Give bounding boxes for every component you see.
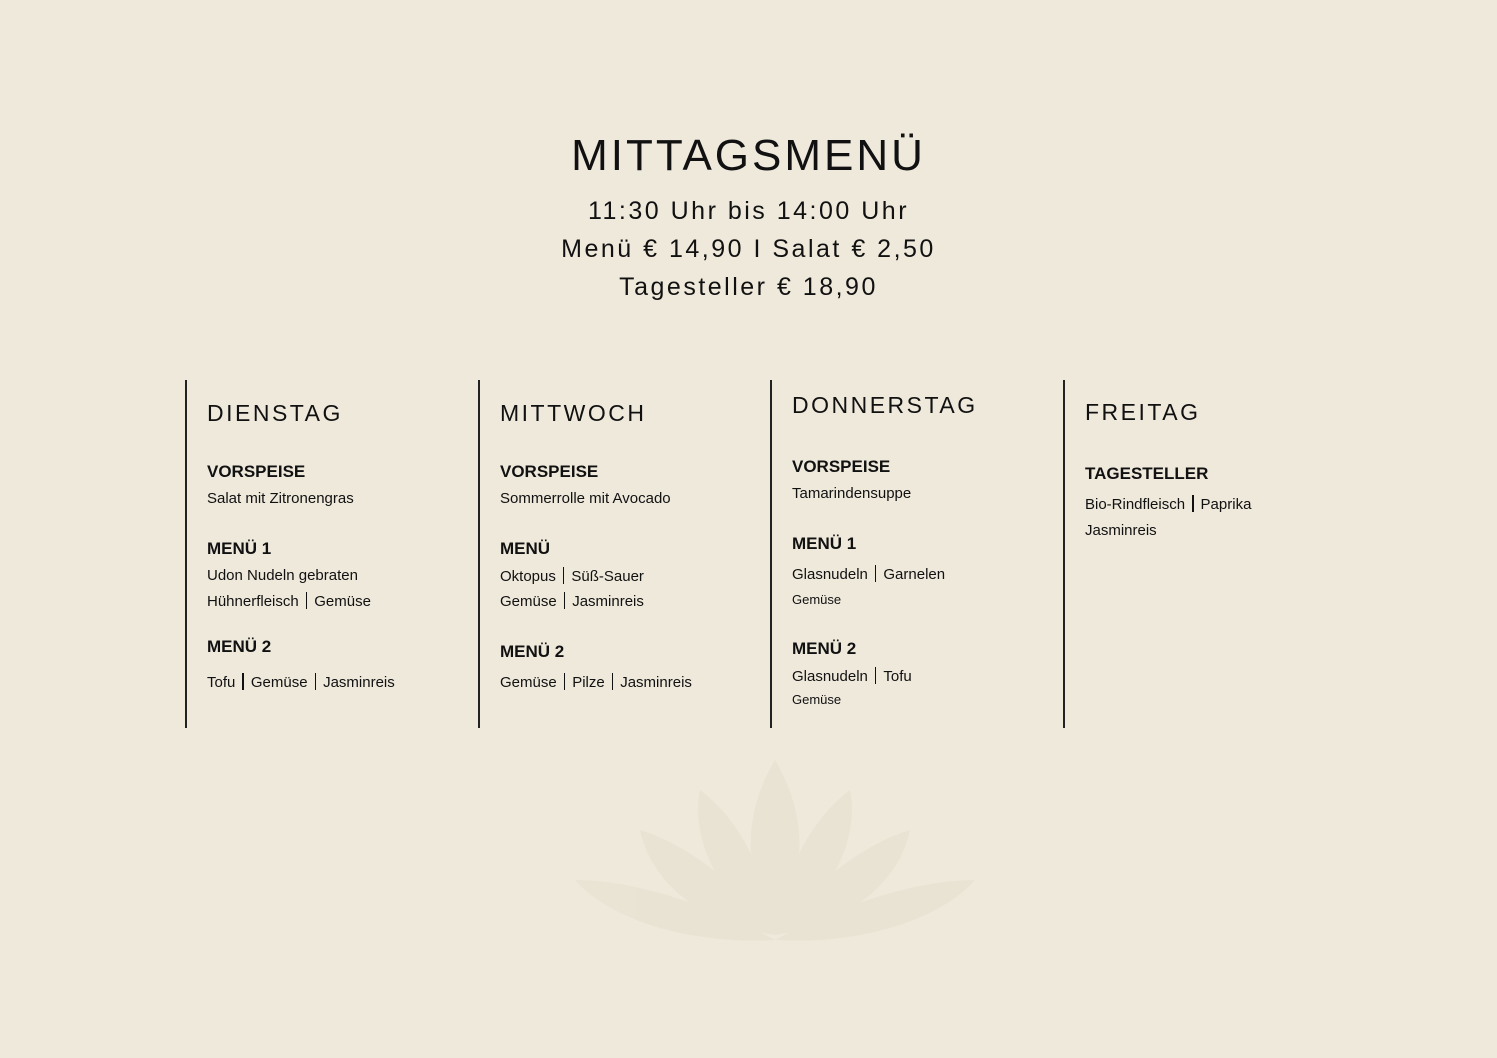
- section-title: VORSPEISE: [500, 462, 599, 481]
- separator: [242, 673, 244, 690]
- weekday-columns: [0, 380, 1497, 728]
- day-title: MITTWOCH: [500, 400, 647, 426]
- separator: [306, 592, 308, 609]
- section-title: MENÜ 2: [792, 639, 857, 658]
- dish-line: [1085, 495, 1251, 513]
- section-title: MENÜ 1: [207, 539, 272, 558]
- tagesteller-price-line: Tagesteller € 18,90: [619, 273, 878, 301]
- separator: [564, 673, 566, 690]
- day-column-mittwoch: [478, 380, 768, 728]
- dish-item: Paprika: [1200, 496, 1252, 513]
- dish-line: Udon Nudeln gebraten: [207, 567, 358, 584]
- dish-item: Gemüse: [250, 674, 308, 691]
- section-title: VORSPEISE: [792, 457, 891, 476]
- day-title: DIENSTAG: [207, 400, 343, 426]
- price-line: Menü € 14,90 I Salat € 2,50: [561, 235, 936, 263]
- dish-line: Gemüse: [792, 692, 842, 707]
- day-column-freitag: [1063, 380, 1323, 728]
- page-title: MITTAGSMENÜ: [571, 131, 926, 180]
- dish-line: Tamarindensuppe: [792, 485, 912, 502]
- day-title: FREITAG: [1085, 399, 1201, 425]
- dish-item: Gemüse: [500, 593, 557, 610]
- dish-line: [792, 565, 945, 583]
- dish-item: Gemüse: [314, 593, 371, 610]
- menu-header: [0, 128, 1497, 306]
- section-title: MENÜ 2: [207, 637, 272, 656]
- dish-item: Glasnudeln: [792, 566, 868, 583]
- dish-item: Glasnudeln: [792, 668, 868, 685]
- dish-line: [207, 673, 395, 691]
- dish-item: Gemüse: [500, 674, 557, 691]
- separator: [612, 673, 614, 690]
- day-column-donnerstag: [770, 380, 1062, 728]
- dish-line: [792, 667, 912, 685]
- section-title: TAGESTELLER: [1085, 464, 1209, 483]
- dish-item: Tofu: [207, 674, 236, 691]
- opening-hours: 11:30 Uhr bis 14:00 Uhr: [587, 197, 910, 225]
- separator: [315, 673, 317, 690]
- day-title: DONNERSTAG: [792, 392, 978, 418]
- dish-line: Jasminreis: [1085, 522, 1157, 539]
- separator: [563, 567, 565, 584]
- dish-line: Gemüse: [792, 592, 842, 607]
- dish-item: Jasminreis: [572, 593, 644, 610]
- dish-line: [500, 673, 692, 691]
- section-title: VORSPEISE: [207, 462, 306, 481]
- dish-line: Sommerrolle mit Avocado: [500, 490, 671, 507]
- dish-item: Jasminreis: [323, 674, 395, 691]
- lotus-icon: [570, 750, 980, 950]
- section-title: MENÜ 1: [792, 534, 857, 553]
- dish-line: [500, 567, 644, 585]
- section-title: MENÜ: [500, 539, 551, 558]
- dish-item: Tofu: [883, 668, 912, 685]
- dish-item: Hühnerfleisch: [207, 593, 299, 610]
- dish-item: Bio-Rindfleisch: [1085, 496, 1186, 513]
- separator: [1192, 495, 1194, 512]
- dish-item: Oktopus: [500, 568, 556, 585]
- separator: [564, 592, 566, 609]
- dish-item: Garnelen: [883, 566, 946, 583]
- dish-line: [500, 592, 644, 610]
- separator: [875, 565, 877, 582]
- dish-line: Salat mit Zitronengras: [207, 490, 354, 507]
- dish-item: Pilze: [572, 674, 605, 691]
- section-title: MENÜ 2: [500, 642, 565, 661]
- dish-item: Jasminreis: [620, 674, 692, 691]
- dish-line: [207, 592, 371, 610]
- day-column-dienstag: [185, 380, 475, 728]
- dish-item: Süß-Sauer: [571, 568, 644, 585]
- separator: [875, 667, 877, 684]
